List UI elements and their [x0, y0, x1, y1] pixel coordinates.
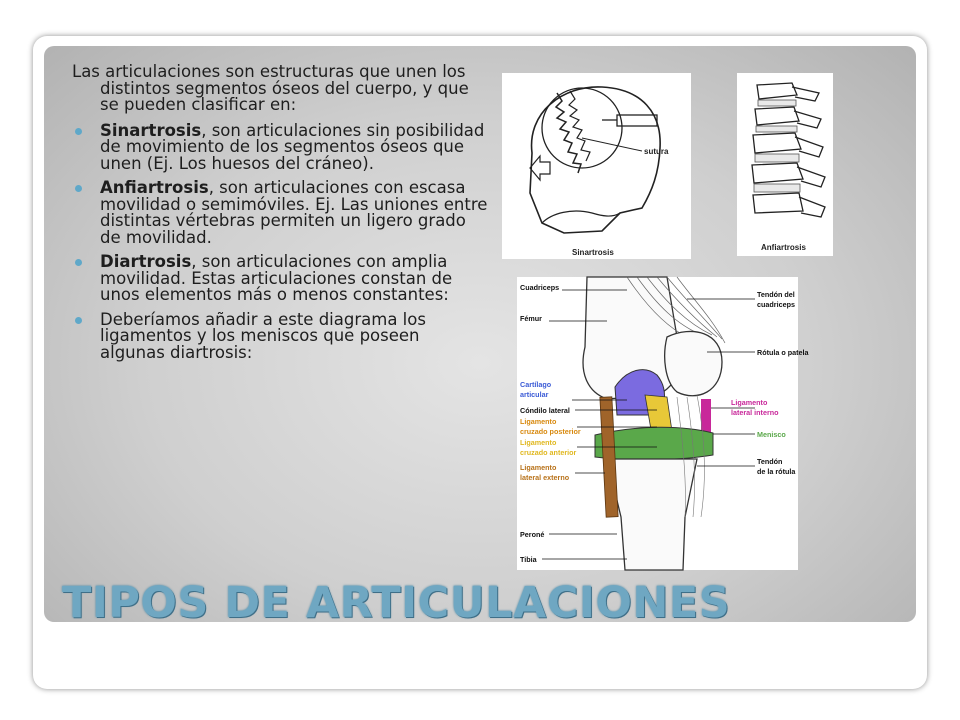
bullet-icon — [75, 259, 82, 266]
knee-label: Cuadriceps — [520, 283, 560, 292]
knee-label: lateral externo — [520, 473, 570, 482]
sutura-label: sutura — [644, 147, 669, 156]
bullet-text: , son articulaciones sin posibilidad de movimiento de los segmentos óseos que unen (Ej. Los huesos del cráneo). — [100, 120, 485, 173]
knee-label: Tendón del — [757, 290, 795, 299]
knee-label: cuadriceps — [757, 300, 795, 309]
list-item — [72, 120, 488, 173]
bullet-icon — [75, 185, 82, 192]
bullet-list — [72, 120, 488, 362]
knee-label: articular — [520, 390, 549, 399]
list-item — [72, 309, 488, 362]
knee-label: Ligamento — [520, 417, 557, 426]
knee-label: lateral interno — [731, 408, 779, 417]
spine-caption: Anfiartrosis — [761, 243, 806, 252]
term-anfiartrosis: Anfiartrosis — [100, 178, 209, 197]
knee-label: Menisco — [757, 430, 786, 439]
bullet-text: Deberíamos añadir a este diagrama los ligamentos y los meniscos que poseen algunas diartrosis: — [100, 309, 426, 362]
skull-caption: Sinartrosis — [572, 248, 614, 257]
list-item — [72, 180, 488, 246]
knee-diagram — [517, 277, 809, 570]
knee-label: cruzado anterior — [520, 448, 577, 457]
list-item — [72, 254, 488, 304]
knee-label: de la rótula — [757, 467, 796, 476]
bullet-text: , son articulaciones con escasa movilidad o semimóviles. Ej. Las uniones entre distintas vértebras permiten un ligero grado de movilidad. — [100, 178, 488, 247]
term-diartrosis: Diartrosis — [100, 252, 192, 271]
knee-label: cruzado posterior — [520, 427, 581, 436]
bullet-icon — [75, 128, 82, 135]
knee-label: Fémur — [520, 314, 542, 323]
knee-label: Cóndilo lateral — [520, 406, 570, 415]
intro-paragraph: Las articulaciones son estructuras que unen los distintos segmentos óseos del cuerpo, y que se pueden clasificar en: — [72, 62, 469, 114]
knee-label: Tendón — [757, 457, 783, 466]
knee-label: Cartílago — [520, 380, 552, 389]
knee-label: Rótula o patela — [757, 348, 809, 357]
slide-title: TIPOS DE ARTICULACIONES — [62, 578, 731, 628]
skull-diagram — [502, 73, 691, 259]
knee-label: Ligamento — [731, 398, 768, 407]
knee-label: Tibia — [520, 555, 537, 564]
knee-label: Ligamento — [520, 438, 557, 447]
bullet-icon — [75, 317, 82, 324]
spine-diagram — [737, 73, 833, 256]
term-sinartrosis: Sinartrosis — [100, 120, 202, 140]
slide-body — [72, 64, 488, 369]
knee-label: Ligamento — [520, 463, 557, 472]
knee-label: Peroné — [520, 530, 545, 539]
bullet-text: , son articulaciones con amplia movilidad. Estas articulaciones constan de unos elementos más o menos constantes: — [100, 252, 453, 304]
